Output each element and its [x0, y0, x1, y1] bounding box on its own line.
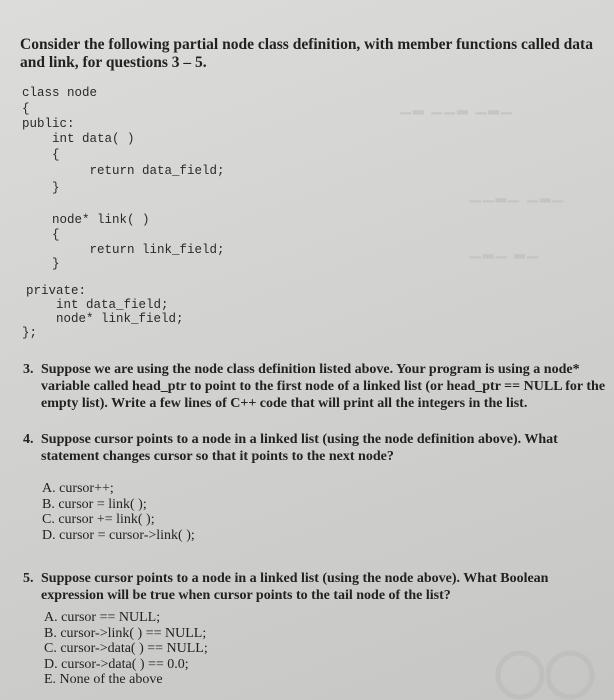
option-c: C. cursor += link( ); [42, 512, 155, 527]
question-number: 3. [23, 362, 34, 377]
bleed-through-marks: ▁▂▁ ▂▁ [470, 242, 540, 258]
question-4-options [42, 481, 195, 543]
code-line: }; [22, 326, 38, 340]
bleed-through-marks: ▁▁▂▁ ▁▂▁ [470, 186, 566, 202]
bleed-through-shape [490, 640, 610, 700]
code-line: int data_field; [26, 298, 169, 312]
question-3 [23, 361, 608, 412]
option-a: A. cursor == NULL; [44, 610, 161, 625]
code-line: { [22, 148, 60, 162]
code-line: } [22, 257, 60, 271]
code-line: node* link_field; [26, 312, 184, 326]
option-e: E. None of the above [44, 672, 163, 687]
code-line: { [22, 228, 60, 242]
option-d: D. cursor->data( ) == 0.0; [44, 656, 189, 672]
question-5 [23, 570, 608, 604]
code-line: class node [22, 86, 98, 100]
question-text: Suppose cursor points to a node in a linked list (using the node above). What Boolean expression will be true when cursor points to the tail node of the list? [41, 571, 549, 603]
code-line: int data( ) [22, 132, 135, 146]
code-line: { [22, 102, 30, 116]
question-number: 5. [23, 571, 34, 586]
option-c: C. cursor->data( ) == NULL; [44, 641, 208, 656]
option-b: B. cursor = link( ); [42, 496, 147, 512]
option-b: B. cursor->link( ) == NULL; [44, 625, 207, 641]
code-line: node* link( ) [22, 213, 150, 227]
question-4 [23, 431, 608, 465]
code-line: public: [22, 117, 75, 131]
option-d: D. cursor = cursor->link( ); [42, 527, 195, 543]
code-line: private: [26, 284, 87, 298]
code-line: return data_field; [22, 164, 225, 178]
question-5-options [44, 610, 208, 688]
code-line: } [22, 181, 60, 195]
code-line: return link_field; [22, 243, 225, 257]
question-text: Suppose cursor points to a node in a linked list (using the node definition above). What statement changes cursor so that it points to the next node? [41, 432, 558, 464]
question-number: 4. [23, 432, 34, 447]
bleed-through-marks: ▁▂ ▁▁▂ ▁▂▁ [400, 98, 514, 114]
option-a: A. cursor++; [42, 481, 114, 496]
question-text: Suppose we are using the node class definition listed above. Your program is using a node* variable called head_ptr to point to the first node of a linked list (or head_ptr == NULL for the empty list). Write a few lines of C++ code that will print all the integers in the list. [41, 362, 606, 411]
intro-text: Consider the following partial node class definition, with member functions called data and link, for questions 3 – 5. [20, 36, 593, 71]
